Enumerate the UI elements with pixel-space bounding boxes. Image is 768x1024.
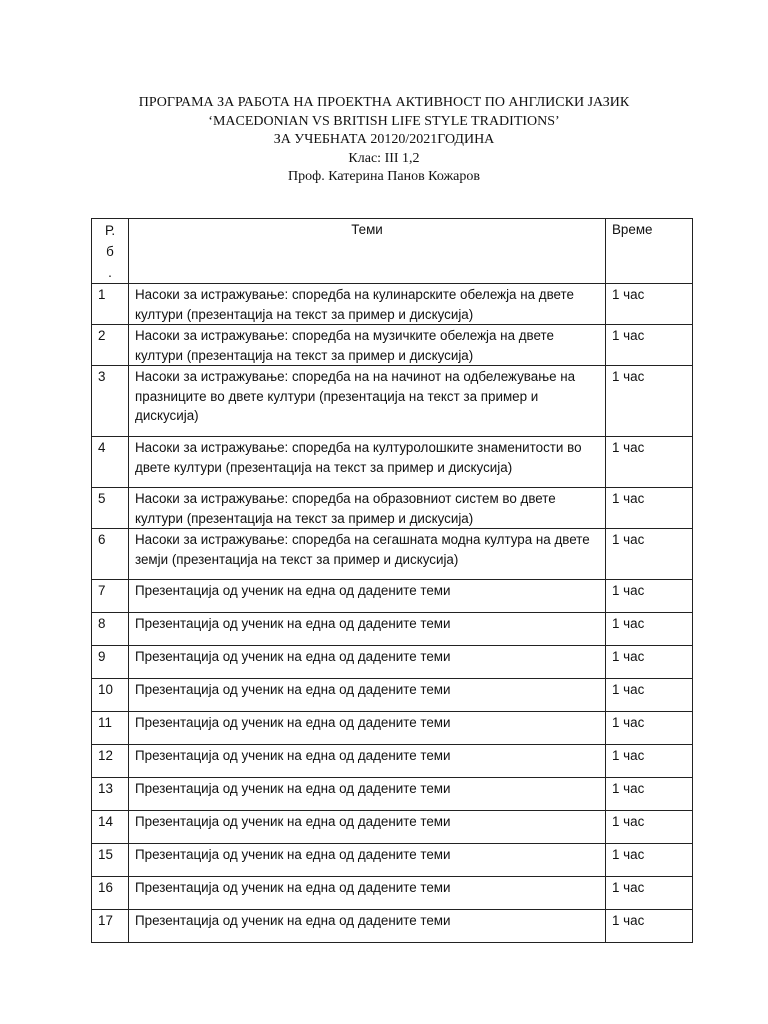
row-number: 11 [92,712,129,745]
table-row [92,811,693,844]
row-topic: Презентација од ученик на една од дадените теми [129,613,606,646]
row-number: 9 [92,646,129,679]
table-row [92,613,693,646]
row-time: 1 час [606,284,693,325]
table-row [92,529,693,580]
row-number: 16 [92,877,129,910]
row-time: 1 час [606,366,693,437]
table-row [92,778,693,811]
row-number: 4 [92,437,129,488]
row-time: 1 час [606,910,693,943]
row-time: 1 час [606,488,693,529]
column-header-time: Време [606,219,693,284]
row-topic: Презентација од ученик на една од дадените теми [129,712,606,745]
table-row [92,910,693,943]
table-row [92,284,693,325]
document-header [0,94,768,187]
row-time: 1 час [606,877,693,910]
row-time: 1 час [606,844,693,877]
table-row [92,745,693,778]
project-title: ‘MACEDONIAN VS BRITISH LIFE STYLE TRADITIONS’ [208,113,560,129]
row-topic: Презентација од ученик на една од дадените теми [129,745,606,778]
row-time: 1 час [606,437,693,488]
class-label: Клас: III 1,2 [348,150,420,166]
row-topic: Презентација од ученик на една од дадените теми [129,679,606,712]
row-number: 10 [92,679,129,712]
row-time: 1 час [606,745,693,778]
row-number: 5 [92,488,129,529]
row-topic: Насоки за истражување: споредба на на начинот на одбележување на празниците во двете култури (презентација на текст за пример и дискусија) [129,366,606,437]
row-time: 1 час [606,529,693,580]
school-year: ЗА УЧЕБНАТА 20120/2021ГОДИНА [273,132,495,147]
row-topic: Насоки за истражување: споредба на кулинарските обележја на двете култури (презентација на текст за пример и дискусија) [129,284,606,325]
column-header-topic: Теми [129,219,606,284]
row-time: 1 час [606,778,693,811]
table-row [92,488,693,529]
row-number: 8 [92,613,129,646]
row-number: 15 [92,844,129,877]
row-topic: Презентација од ученик на една од дадените теми [129,877,606,910]
row-topic: Насоки за истражување: споредба на културолошките знаменитости во двете култури (презентација на текст за пример и дискусија) [129,437,606,488]
table-row [92,580,693,613]
row-topic: Насоки за истражување: споредба на музичките обележја на двете култури (презентација на текст за пример и дискусија) [129,325,606,366]
row-topic: Насоки за истражување: споредба на сегашната модна култура на двете земји (презентација на текст за пример и дискусија) [129,529,606,580]
row-time: 1 час [606,811,693,844]
row-number: 12 [92,745,129,778]
row-topic: Презентација од ученик на една од дадените теми [129,910,606,943]
row-topic: Презентација од ученик на една од дадените теми [129,811,606,844]
row-number: 14 [92,811,129,844]
table-row [92,437,693,488]
program-title: ПРОГРАМА ЗА РАБОТА НА ПРОЕКТНА АКТИВНОСТ ПО АНГЛИСКИ ЈАЗИК [138,95,630,110]
teacher-name: Проф. Катерина Панов Кожаров [288,169,480,184]
row-number: 6 [92,529,129,580]
row-time: 1 час [606,325,693,366]
row-topic: Презентација од ученик на една од дадените теми [129,646,606,679]
table-row [92,646,693,679]
table-row [92,679,693,712]
row-time: 1 час [606,712,693,745]
row-number: 3 [92,366,129,437]
row-topic: Презентација од ученик на една од дадените теми [129,844,606,877]
row-number: 7 [92,580,129,613]
row-number: 17 [92,910,129,943]
schedule-table [91,218,693,943]
table-row [92,325,693,366]
table-row [92,366,693,437]
row-time: 1 час [606,580,693,613]
row-number: 13 [92,778,129,811]
row-time: 1 час [606,613,693,646]
row-time: 1 час [606,679,693,712]
table-row [92,712,693,745]
row-topic: Презентација од ученик на една од дадените теми [129,580,606,613]
row-topic: Презентација од ученик на една од дадените теми [129,778,606,811]
column-header-number: Р.б . [92,219,129,284]
table-header-row [92,219,693,284]
table-row [92,844,693,877]
row-number: 1 [92,284,129,325]
row-number: 2 [92,325,129,366]
row-time: 1 час [606,646,693,679]
table-row [92,877,693,910]
row-topic: Насоки за истражување: споредба на образовниот систем во двете култури (презентација на текст за пример и дискусија) [129,488,606,529]
